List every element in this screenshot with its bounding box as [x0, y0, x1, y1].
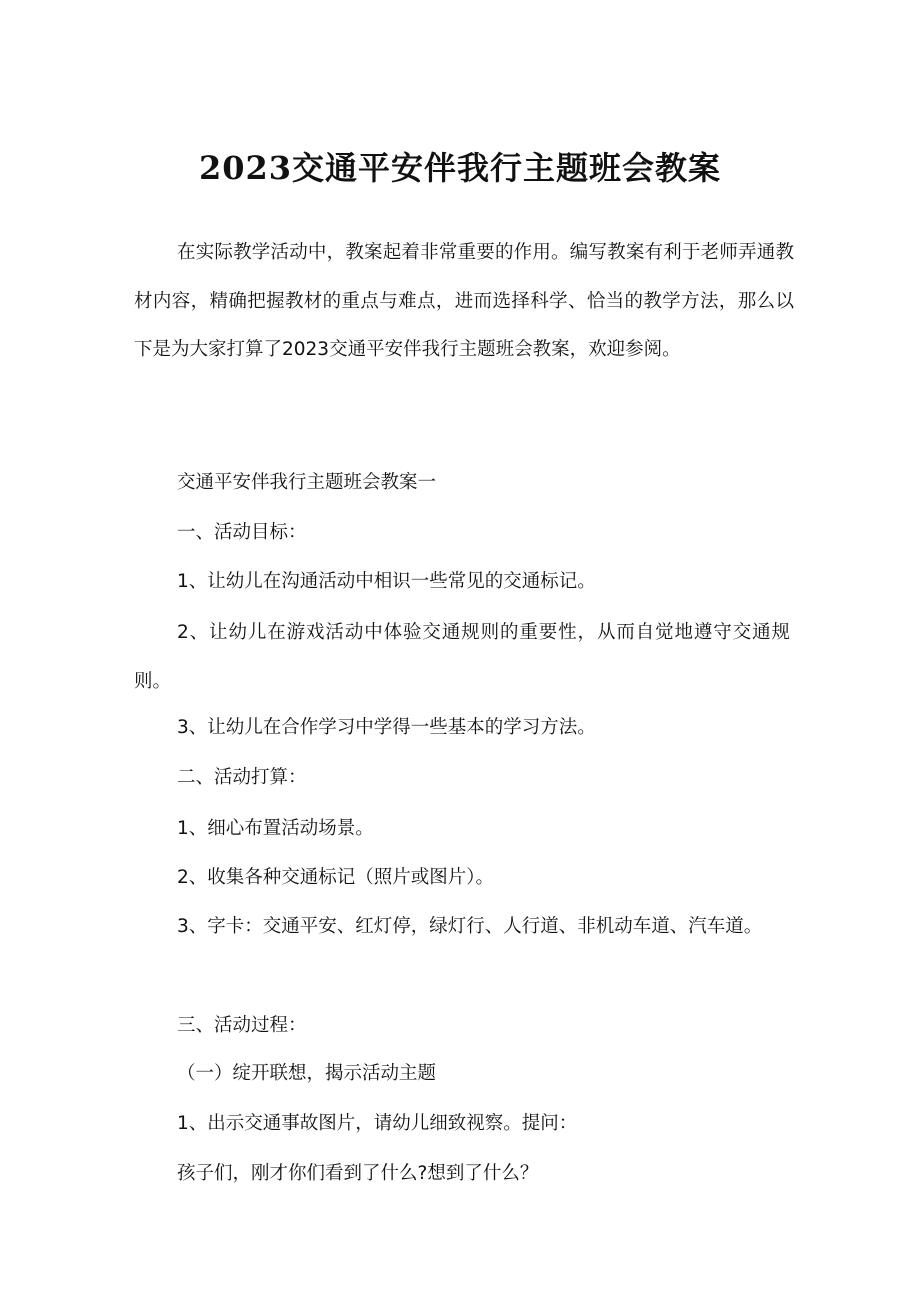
prep-item-1: 1、细心布置活动场景。: [177, 818, 374, 839]
process-subheading: （一）绽开联想，揭示活动主题: [177, 1063, 437, 1084]
goals-heading: 一、活动目标：: [177, 522, 307, 543]
question-text: 孩子们，刚才你们看到了什么?想到了什么？: [177, 1163, 539, 1184]
prep-heading: 二、活动打算：: [177, 767, 307, 788]
intro-paragraph: 在实际教学活动中，教案起着非常重要的作用。编写教案有利于老师弄通教材内容，精确把握教材的重点与难点，进而选择科学、恰当的教学方法，那么以下是为大家打算了2023交通平安伴我行主题班会教案，欢迎参阅。: [134, 242, 794, 360]
prep-item-2: 2、收集各种交通标记（照片或图片）。: [177, 867, 495, 888]
goal-item-1: 1、让幼儿在沟通活动中相识一些常见的交通标记。: [177, 571, 596, 592]
section-heading: 交通平安伴我行主题班会教案一: [177, 472, 437, 493]
process-item-1: 1、出示交通事故图片，请幼儿细致视察。提问：: [177, 1113, 578, 1134]
prep-item-3: 3、字卡：交通平安、红灯停，绿灯行、人行道、非机动车道、汽车道。: [177, 916, 763, 937]
process-heading: 三、活动过程：: [177, 1015, 307, 1036]
goal-item-2: 2、让幼儿在游戏活动中体验交通规则的重要性，从而自觉地遵守交通规则。: [134, 622, 790, 692]
document-title: 2023交通平安伴我行主题班会教案: [198, 149, 722, 187]
goal-item-3: 3、让幼儿在合作学习中学得一些基本的学习方法。: [177, 717, 596, 738]
